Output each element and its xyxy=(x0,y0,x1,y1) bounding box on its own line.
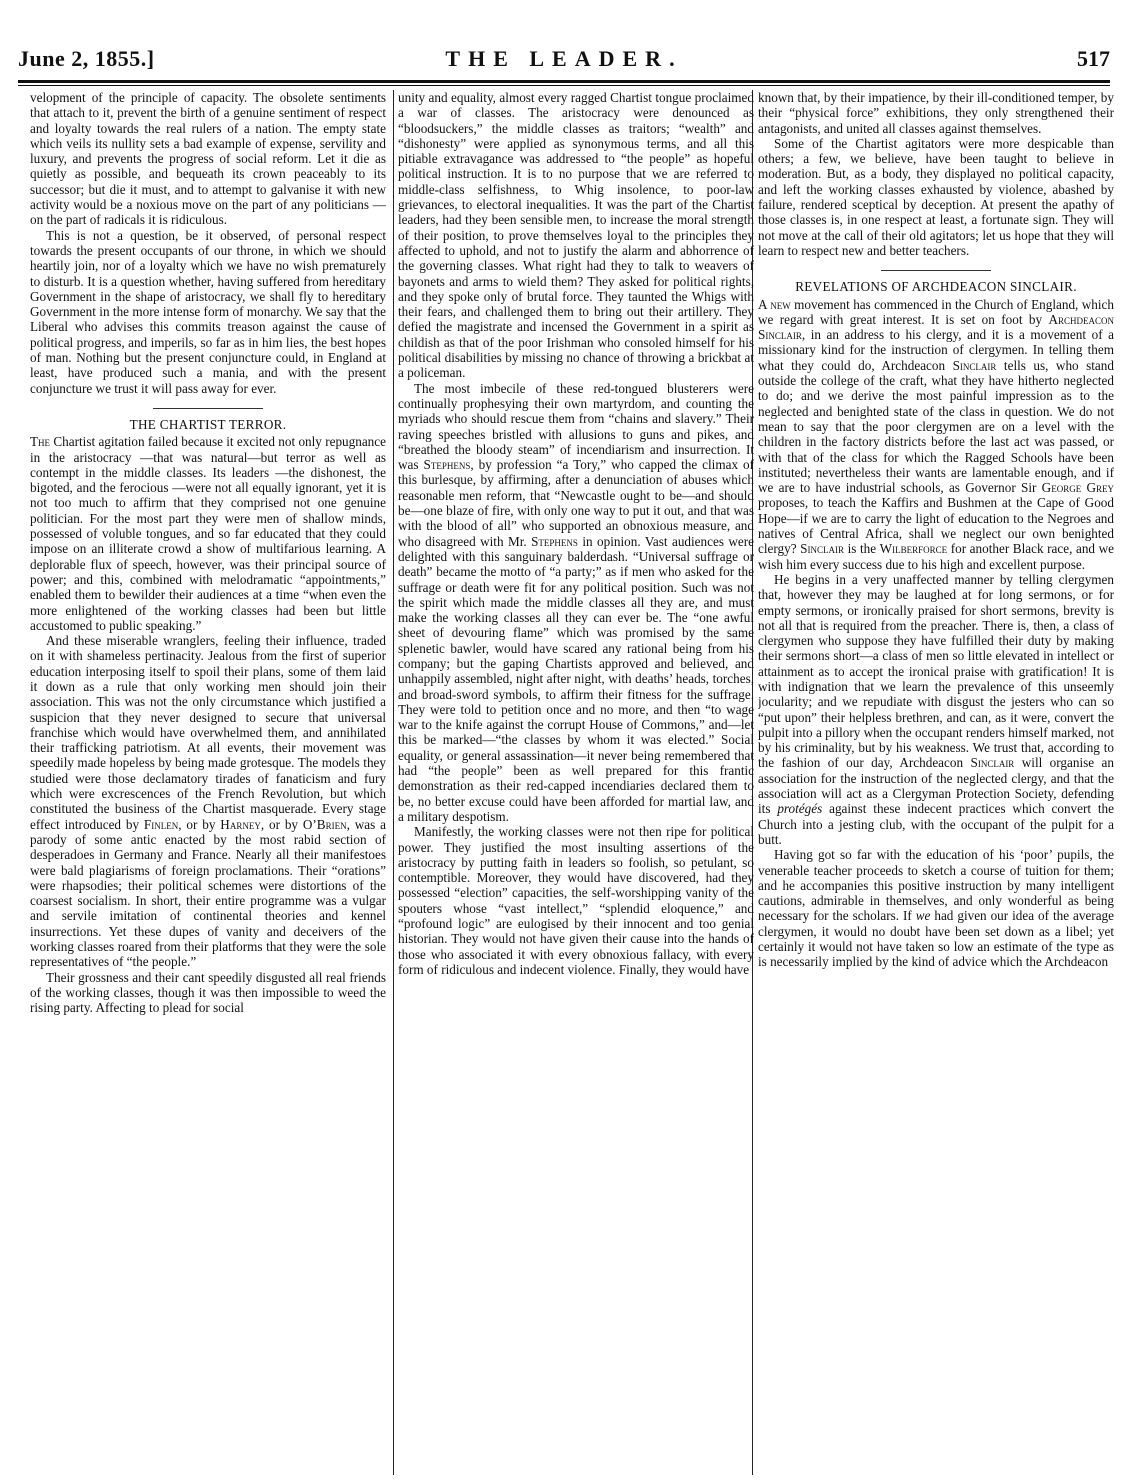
paragraph: Some of the Chartist agitators were more despicable than others; a few, we believe, have been taught to believe in moderation. But, as a body, they displayed no political capacity, and left the working classes exhausted by violence, abashed by failure, rendered sceptical by deception. At present the apathy of those classes is, in one respect at least, a fortunate sign. They will not move at the call of their old agitators; let us hope that they will learn to respect new and better teachers. xyxy=(758,135,1114,258)
paragraph-text: , or by xyxy=(178,816,221,832)
paragraph-text: , was a parody of some antic enacted by the most rabid section of desperadoes in Germany and France. Nearly all their manifestoes were bald plagiarisms of foreign proclamations. Their “orations” were rhapsodies; their political schemes were distortions of the coarsest socialism. In short, their entire programme was a vulgar and servile imitation of continental theories and kennel insurrections. Yet these dupes of vanity and deceivers of the working classes roared from their platforms that they were the sole representatives of “the people.” xyxy=(30,816,386,970)
article-heading: THE CHARTIST TERROR. xyxy=(129,416,287,432)
paragraph-text: had given our idea of the average clergymen, it would no doubt have been set down as a libel; yet certainly it would not have taken so low an estimate of the type as is necessarily implied by the kind of advice which the Archdeacon xyxy=(758,908,1114,970)
paragraph-text: in opinion. Vast audiences were delighted with this sanguinary balderdash. “Universal suffrage or death” became the motto of “a party;” as if men who asked for the suffrage or death were fit for any political position. Such was not the spirit which made the middle classes all they are, and must make the working classes all they can ever be. The “one awful sheet of devouring flame” which was promised by the same splenetic bawler, would have scared any rational being from his company; but the gaping Chartists approved and believed, and unhappily assembled, night after night, with deaths’ heads, torches, and broad-sword symbols, to affirm their fitness for the suffrage. They were told to petition once and no more, and then “to wage war to the knife against the corrupt House of Commons,” and—let this be marked—“the classes by whom it was elected.” Social equality, or general assassination—it never being remembered that had “the people” been as well prepared for this frantic demonstration as their red-capped incendiaries declared them to be, no better excuse could have been afforded for martial law, and a military despotism. xyxy=(398,533,754,824)
paragraph-text: , by profession “a Tory,” who capped the climax of this burlesque, by affirming, after a denunciation of abuses which reasonable men reform, that “Newcastle ought to be—and should be—one blaze of fire, with only one way to put it out, and that was with the blood of all” who supported an obnoxious measure, and who disagreed with Mr. xyxy=(398,457,754,549)
person-name: O’Brien xyxy=(302,816,347,832)
paragraph-text: He begins in a very unaffected manner by telling clergymen that, however they may be laughed at for long sermons, or for empty sermons, or ironically praised for short sermons, brevity is not all that is required from the preacher. There is, then, a class of clergymen who suppose they have fulfilled their duty by making their sermons short—a class of men so little elevated in intellect or attainment as to accept the ironical praise with gratification! It is with indignation that we learn the prevalence of this unseemly jocularity; and we repudiate with disgust the jesters who can so “put upon” their helpless brethren, and can, as it were, convert the pulpit into a pillory when the occupant renders himself marked, not by his criminality, but by his weakness. We trust that, according to the fashion of our day, Archdeacon xyxy=(758,571,1114,771)
masthead-rule-thin xyxy=(18,85,1110,86)
paragraph xyxy=(758,847,1114,969)
paragraph: velopment of the principle of capacity. The obsolete sentiments that attach to it, prevent the birth of a genuine sentiment of respect and loyalty towards the real rulers of a nation. The empty state which veils its nullity sets a bad example of expense, servility and luxury, and prevents the progress of social reform. Let it die as quietly as possible, and bequeath its crown peaceably to its successor; but die it must, and to attempt to galvanise it with new activity would be a noxious move on the part of any politicians —on the part of radicals it is ridiculous. xyxy=(30,90,386,228)
paragraph: unity and equality, almost every ragged Chartist tongue proclaimed a war of classes. The aristocracy were denounced as “bloodsuckers,” the middle classes as traitors; “wealth” and “dishonesty” were applied as synonymous terms, and all this pitiable extravagance was addressed to “the people” as hopeful political instruction. It is to no purpose that we are referred to middle-class selfishness, to Whig insolence, to poor-law grievances, to electoral inequalities. It was the part of the Chartist leaders, had they been sensible men, to increase the moral strength of their position, to prove themselves loyal to the principles they affected to uphold, and not to justify the alarm and abhorrence of the governing classes. What right had they to talk to weavers of bayonets and arms to wield them? They asked for political rights, and they spoke only of brutal force. They taunted the Whigs with their fears, and challenged them to bring out their artillery. They defied the magistrate and incensed the Government in a spirit as childish as that of the poor Irishman who consoled himself for his political disabilities by missing no chance of throwing a brickbat at a policeman. xyxy=(398,90,754,381)
section-rule xyxy=(881,270,991,271)
paragraph-text: movement has commenced in the Church of England, which we regard with great interest. It is set on foot by xyxy=(758,296,1114,327)
paragraph: Their grossness and their cant speedily disgusted all real friends of the working classes, though it was then impossible to weed the rising party. Affecting to plead for social xyxy=(30,969,386,1016)
lead-word: A new xyxy=(758,296,791,312)
paragraph-text: against these indecent practices which convert the Church into a jesting club, with the occupant of the pulpit for a butt. xyxy=(758,801,1114,847)
paragraph xyxy=(30,633,386,970)
paragraph: Manifestly, the working classes were not then ripe for political power. They justified the most insulting assertions of the aristocracy by putting faith in leaders so foolish, so petulant, so contemptible. Moreover, they would have discovered, had they possessed “election” capacities, the self-worshipping vanity of the spouters whose “vast intellect,” “splendid eloquence,” and “profound logic” are eulogised by their innocent and too genial historian. They would not have given their cause into the hands of those who associated it with every obnoxious fallacy, with every form of ridiculous and indecent violence. Finally, they would have xyxy=(398,824,754,977)
column-1 xyxy=(30,90,386,1475)
paragraph xyxy=(398,381,754,825)
italic-word: protégés xyxy=(777,801,823,817)
paragraph xyxy=(758,572,1114,847)
section-rule xyxy=(153,408,263,409)
paragraph xyxy=(758,297,1114,572)
person-name: Stephens xyxy=(531,533,578,549)
paragraph-text: And these miserable wranglers, feeling their influence, traded on it with shameless pertinacity. Jealous from the first of superior education interposing itself to spoil their plans, some of them laid it down as a rule that only working men should join their association. This was not the only circumstance which justified a suspicion that they never designed to secure that universal franchise which would have overwhelmed them, and annihilated their trafficking patriotism. At all events, their movement was speedily made hopeless by being made grotesque. The models they studied were those declamatory tirades of fanaticism and fury which were excrescences of the French Revolution, but which constituted the business of the Chartist masquerade. Every stage effect introduced by xyxy=(30,633,386,832)
paragraph-text: tells us, who stand outside the college of the craft, what they have hitherto neglected to do; and we derive the most painful impression as to the neglected and benighted state of the class in question. We do not mean to say that the poor clergymen are on a level with the children in the factory districts before the last act was passed, or with that of the class for which the Ragged Schools have been instituted; nevertheless their wants are lamentable enough, and if we are to have industrial schools, as Governor Sir xyxy=(758,357,1114,496)
person-name: Wilberforce xyxy=(879,541,948,557)
column-divider xyxy=(393,90,394,1475)
column-2 xyxy=(398,90,754,1475)
paragraph-text: Chartist agitation failed because it excited not only repugnance in the aristocracy —that was natural—but terror as well as contempt in the middle classes. Its leaders —the dishonest, the bigoted, and the ferocious —were not all equally ignorant, yet it is not too much to affirm that they comprised not one genuine politician. For the most part they were men of shallow minds, possessed of voluble tongues, and so far educated that they could impose on an illiterate crowd a show of multifarious learning. A deplorable flux of speech, however, was their principal source of power; and this, combined with melodramatic “appointments,” enabled them to bewilder their audiences at a time “when even the more enlightened of the working classes had been but little accustomed to public speaking.” xyxy=(30,434,386,633)
paragraph: This is not a question, be it observed, of personal respect towards the present occupants of our throne, in which we should heartily join, nor of a loyalty which we have no wish prematurely to disturb. It is a question whether, having suffered from hereditary Government in the shape of aristocracy, we shall fly to hereditary Government in the more intense form of monarchy. We say that the Liberal who advises this commits treason against the cause of political progress, and imperils, so far as in him lies, the best hopes of man. Nothing but the present conjuncture could, in England at least, have produced such a mania, and with the present conjuncture we trust it will pass away for ever. xyxy=(30,227,386,396)
paragraph-text: for another Black race, and we wish him every success due to his high and excellent purpose. xyxy=(758,541,1114,572)
column-3 xyxy=(758,90,1114,1475)
newspaper-title: THE LEADER. xyxy=(445,46,683,71)
paragraph xyxy=(30,434,386,633)
paragraph: known that, by their impatience, by their ill-conditioned temper, by their “physical force” exhibitions, they only strengthened their antagonists, and united all classes against themselves. xyxy=(758,90,1114,136)
person-name: Stephens xyxy=(423,457,471,473)
article-heading: REVELATIONS OF ARCHDEACON SINCLAIR. xyxy=(795,279,1077,295)
paragraph-text: , in an address to his clergy, and it is a movement of a missionary kind for the instruction of clergymen. In telling them what they could do, Archdeacon xyxy=(758,327,1114,373)
person-name: Sinclair xyxy=(800,541,844,557)
person-name: Sinclair xyxy=(970,755,1015,771)
lead-word: The xyxy=(30,434,51,450)
person-name: Finlen xyxy=(143,816,179,832)
masthead-rule xyxy=(18,80,1110,83)
italic-word: we xyxy=(915,908,931,924)
page-number: 517 xyxy=(1077,46,1110,71)
person-name: Harney xyxy=(220,816,261,832)
person-name: George Grey xyxy=(1041,480,1114,496)
paragraph-text: proposes, to teach the Kaffirs and Bushmen at the Cape of Good Hope—if we are to carry the light of education to the Negroes and natives of Central Africa, shall we neglect our own benighted clergy? xyxy=(758,495,1114,557)
masthead xyxy=(18,46,1110,80)
paragraph-text: Having got so far with the education of his ‘poor’ pupils, the venerable teacher proceeds to sketch a course of tuition for them; and he accompanies this positive instruction by many intelligent cautions, admirable in themselves, and only wonderful as being necessary for the scholars. If xyxy=(758,847,1114,924)
person-name: Sinclair xyxy=(952,357,997,373)
paragraph-text: , or by xyxy=(260,816,303,832)
person-name: Archdeacon Sinclair xyxy=(758,311,1114,343)
paragraph-text: will organise an association for the instruction of the neglected clergy, and that the association will act as a Clergyman Protection Society, defending its xyxy=(758,755,1114,817)
paragraph-text: is the xyxy=(844,541,880,557)
paragraph-text: The most imbecile of these red-tongued blusterers were continually prophesying their own martyrdom, and counting the myriads who should rescue them from “chains and slavery.” Their raving speeches bristled with allusions to guns and pikes, and “breathed the bloody steam” of incendiarism and insurrection. It was xyxy=(398,380,754,473)
issue-date: June 2, 1855.] xyxy=(18,46,155,71)
